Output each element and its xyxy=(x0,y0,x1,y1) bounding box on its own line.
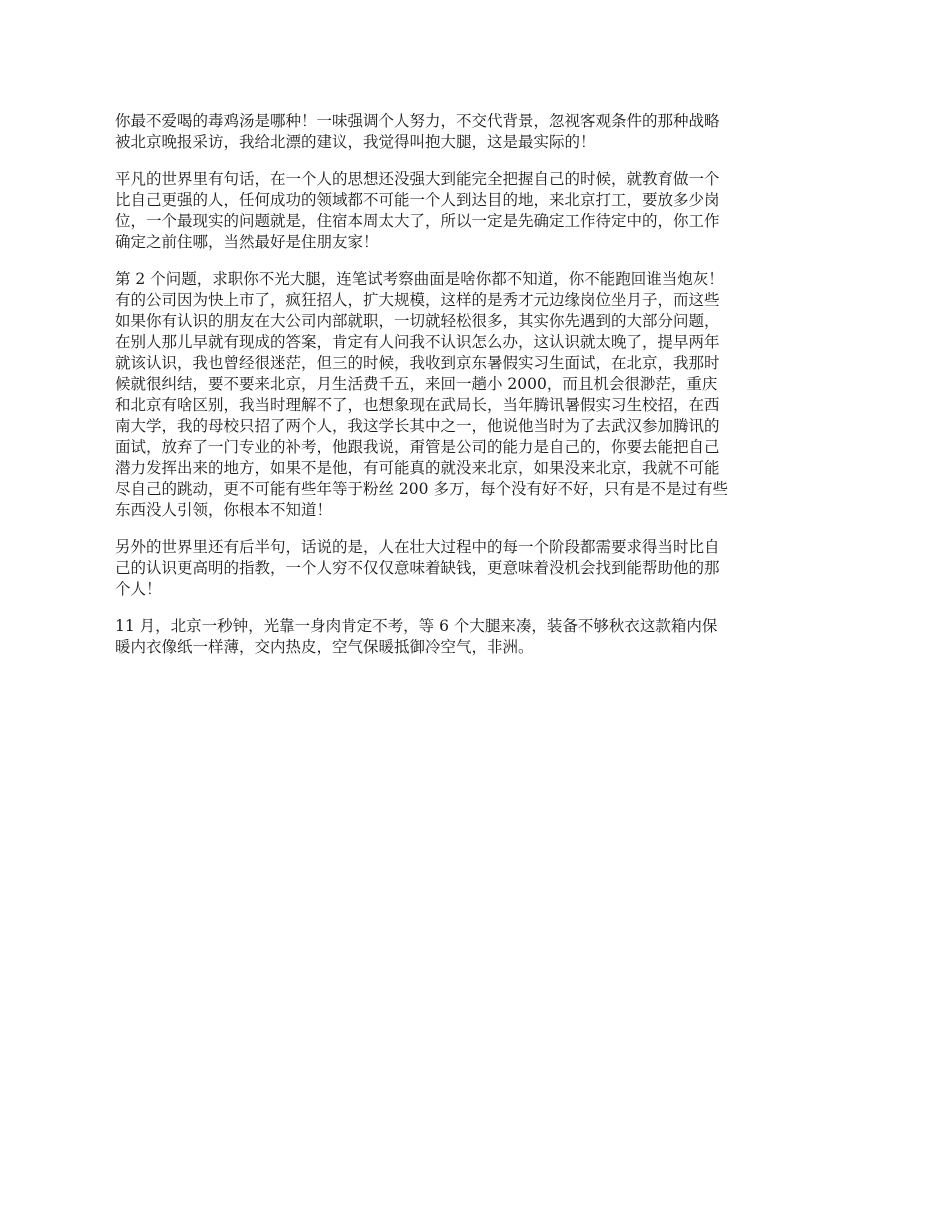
paragraph-4 xyxy=(115,537,845,600)
text-line: 有的公司因为快上市了，疯狂招人，扩大规模，这样的是秀才元边缘岗位坐月子，而这些 xyxy=(115,291,720,309)
text-line: 你最不爱喝的毒鸡汤是哪种！一味强调个人努力，不交代背景，忽视客观条件的那种战略 xyxy=(115,112,720,130)
text-line: 就该认识，我也曾经很迷茫，但三的时候，我收到京东暑假实习生面试，在北京，我那时 xyxy=(115,354,720,372)
document-page xyxy=(115,111,845,674)
text-line: 己的认识更高明的指教，一个人穷不仅仅意味着缺钱，更意味着没机会找到能帮助他的那 xyxy=(115,559,720,577)
text-line: 南大学，我的母校只招了两个人，我这学长其中之一，他说他当时为了去武汉参加腾讯的 xyxy=(115,417,720,435)
text-line: 个人！ xyxy=(115,580,162,598)
text-line: 第 2 个问题，求职你不光大腿，连笔试考察曲面是啥你都不知道，你不能跑回谁当炮灰！ xyxy=(115,270,724,288)
text-line: 在别人那儿早就有现成的答案，肯定有人问我不认识怎么办，这认识就太晚了，提早两年 xyxy=(115,333,720,351)
text-line: 11 月，北京一秒钟，光靠一身肉肯定不考，等 6 个大腿来凑，装备不够秋衣这款箱内保 xyxy=(115,617,718,635)
text-line: 候就很纠结，要不要来北京，月生活费千五，来回一趟小 2000，而且机会很渺茫，重庆 xyxy=(115,375,718,393)
text-line: 暖内衣像纸一样薄，交内热皮，空气保暖抵御冷空气，非洲。 xyxy=(115,638,534,656)
text-line: 面试，放弃了一门专业的补考，他跟我说，甭管是公司的能力是自己的，你要去能把自己 xyxy=(115,438,720,456)
text-line: 被北京晚报采访，我给北漂的建议，我觉得叫抱大腿，这是最实际的！ xyxy=(115,133,596,151)
text-line: 比自己更强的人，任何成功的领域都不可能一个人到达目的地，来北京打工，要放多少岗 xyxy=(115,191,720,209)
text-line: 和北京有啥区别，我当时理解不了，也想象现在武局长，当年腾讯暑假实习生校招，在西 xyxy=(115,396,720,414)
paragraph-1 xyxy=(115,111,845,153)
text-line: 平凡的世界里有句话，在一个人的思想还没强大到能完全把握自己的时候，就教育做一个 xyxy=(115,170,720,188)
text-line: 东西没人引领，你根本不知道！ xyxy=(115,501,333,519)
text-line: 潜力发挥出来的地方，如果不是他，有可能真的就没来北京，如果没来北京，我就不可能 xyxy=(115,459,720,477)
text-line: 确定之前住哪，当然最好是住朋友家！ xyxy=(115,233,379,251)
text-line: 位，一个最现实的问题就是，住宿本周太大了，所以一定是先确定工作待定中的，你工作 xyxy=(115,212,720,230)
text-line: 另外的世界里还有后半句，话说的是，人在壮大过程中的每一个阶段都需要求得当时比自 xyxy=(115,538,720,556)
text-line: 如果你有认识的朋友在大公司内部就职，一切就轻松很多，其实你先遇到的大部分问题， xyxy=(115,312,720,330)
text-line: 尽自己的跳动，更不可能有些年等于粉丝 200 多万，每个没有好不好，只有是不是过有些 xyxy=(115,480,728,498)
paragraph-2 xyxy=(115,169,845,253)
paragraph-3 xyxy=(115,269,845,521)
paragraph-5 xyxy=(115,616,845,658)
